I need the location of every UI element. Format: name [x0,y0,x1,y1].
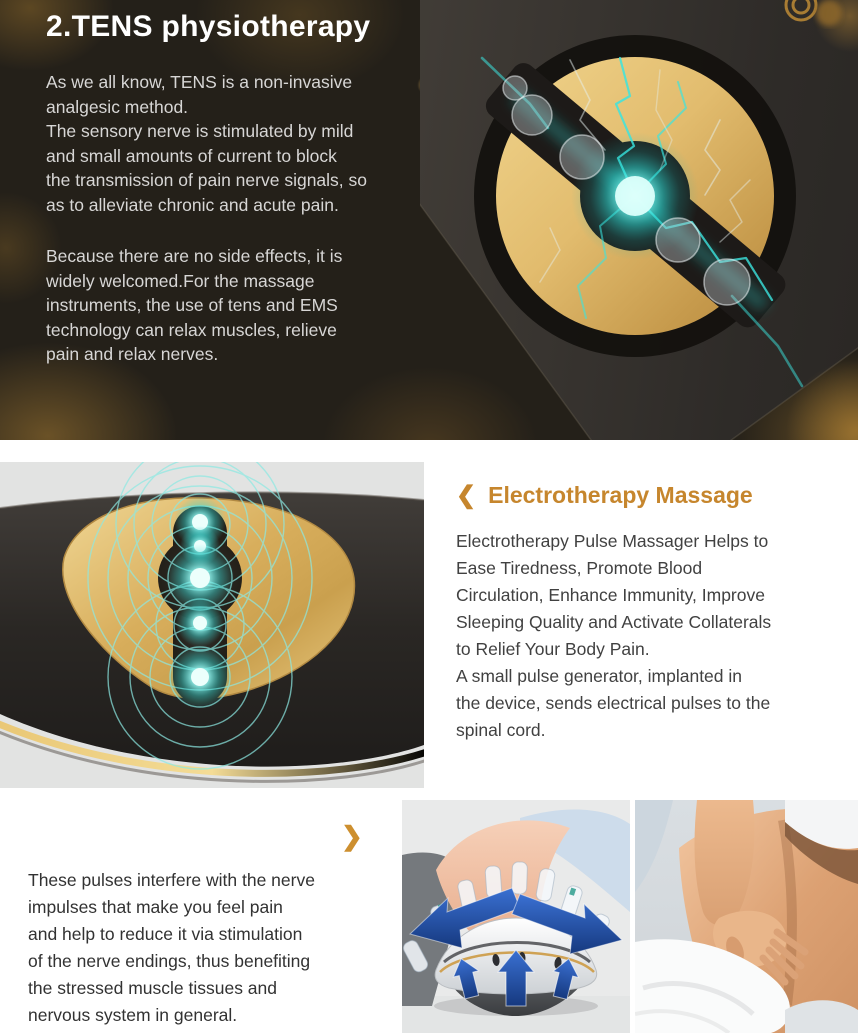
pulses-body-line: These pulses interfere with the nerve [28,870,315,890]
forward-chevron-icon: ❯ [341,821,363,851]
tens-body-line: analgesic method. [46,96,189,117]
pulses-body-line: and help to reduce it via stimulation [28,924,303,944]
tens-body-line: Because there are no side effects, it is [46,246,343,266]
pulses-body-line: impulses that make you feel pain [28,897,283,917]
electro-body-line: Circulation, Enhance Immunity, Improve [456,585,765,605]
tens-body-line: technology can relax muscles, relieve [46,319,337,340]
tens-body-line: and small amounts of current to block [46,145,337,166]
electro-body-line: A small pulse generator, implanted in [456,666,742,686]
tens-body-line: as to alleviate chronic and acute pain. [46,194,339,215]
electro-body-line: Sleeping Quality and Activate Collaterals [456,612,772,632]
tens-body-line: As we all know, TENS is a non-invasive [46,72,353,92]
tens-section [0,0,858,440]
pulses-body-line: the stressed muscle tissues and [28,978,278,998]
pulse-core [615,176,655,216]
tens-body-line: the transmission of pain nerve signals, so [46,170,367,190]
tens-body-text [46,70,456,367]
pulses-body-line: of the nerve endings, thus benefiting [28,951,311,971]
electro-body-line: Electrotherapy Pulse Massager Helps to [456,531,769,551]
tens-body-line: widely welcomed.For the massage [46,270,315,291]
electrode-sparks-image [420,0,858,440]
electro-body-line: the device, sends electrical pulses to the [456,693,771,713]
sheet-corner [785,1000,858,1033]
electrotherapy-body-text [456,528,840,744]
tens-heading: 2.TENS physiotherapy [46,10,371,43]
massager-pulse-image [0,462,424,788]
tens-body-line: The sensory nerve is stimulated by mild [46,121,354,141]
electrotherapy-heading [456,481,753,510]
pulses-body-line: nervous system in general. [28,1005,238,1025]
tens-body-line: instruments, the use of tens and EMS [46,295,338,315]
pulses-body-text [28,867,380,1029]
electro-body-line: Ease Tiredness, Promote Blood [456,558,703,578]
back-chevron-icon: ❮ [456,482,477,509]
gold-bokeh-dot [816,0,842,26]
electrotherapy-heading-text: Electrotherapy Massage [488,482,753,508]
electrotherapy-section [0,440,858,795]
electro-body-line: spinal cord. [456,720,546,740]
spine-stimulation-diagram [402,800,630,1033]
pulses-section [0,795,858,1033]
back-massage-photo [635,800,858,1033]
electro-body-line: to Relief Your Body Pain. [456,639,650,659]
tens-body-line: pain and relax nerves. [46,344,219,364]
